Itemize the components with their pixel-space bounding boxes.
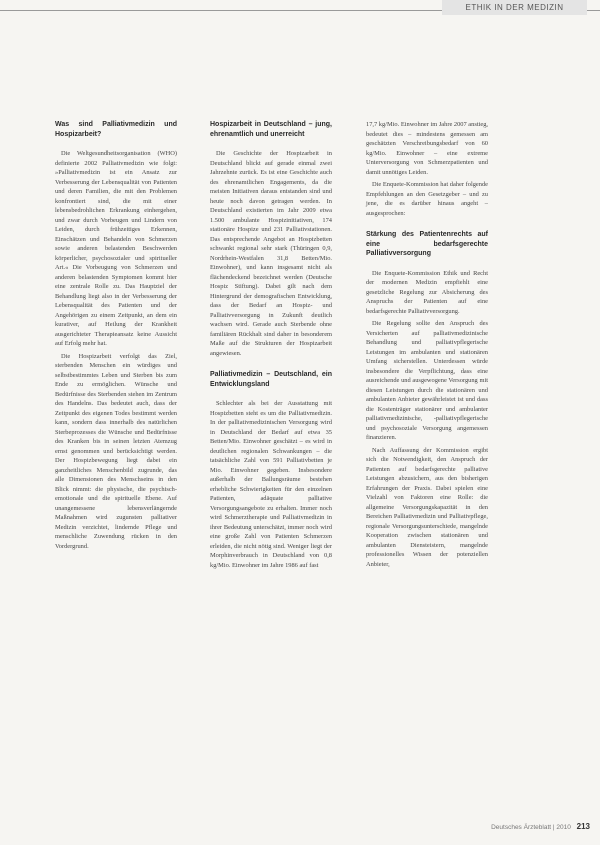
paragraph: Nach Auffassung der Kommission ergibt sich die Notwendigkeit, den Anspruch der Patienten auf bedarfsgerechte palliative Leistungen abzusichern, aus den bisherigen Erfahrungen der Praxis. Dabei spielen eine Vielzahl von Faktoren eine Rolle: die allgemeine Versorgungskapazität in den Bereichen Palliativmedizin und Palliativpflege, regionale Versorgungsunterschiede, mangelnde Kooperation zwischen stationären und ambulanten Diensteistern, mangelnde professionelles Wissen der potenziellen Anbieter, (366, 446, 488, 568)
text-column-1 (55, 120, 177, 554)
paragraph: Die Hospizarbeit verfolgt das Ziel, sterbenden Menschen ein würdiges und selbstbestimmtes Leben und Sterben bis zum Ende zu ermöglichen. Wünsche und Bedürfnisse des Sterbenden stehen im Zentrum des Handelns. Das bedeutet auch, dass der Zeitpunkt des eigenen Todes bestimmt werden kann, sondern dass innerhalb des natürlichen Sterbeprozesses die Wünsche und Bedürfnisse des Kranken bis in seinen letzten Atemzug ernst genommen und berücksichtigt werden. Der Hospizbewegung liegt dabei ein ganzheitliches Menschenbild zugrunde, das alle Dimensionen des Menschseins in den Blick nimmt: die physische, die psychisch-emotionale und die spirituelle Ebene. Auf unangemessene lebensverlängernde Maßnahmen wird zugunsten palliativer Medizin verzichtet, lindernde Pflege und menschliche Zuwendung rücken in den Vordergrund. (55, 352, 177, 550)
section-heading: Hospizarbeit in Deutschland – jung, ehrenamtlich und unerreicht (210, 121, 332, 138)
section-header: ETHIK IN DER MEDIZIN (442, 0, 587, 15)
paragraph: Die Enquete-Kommission hat daher folgende Empfehlungen an den Gesetzgeber – und zu jene, die es darüber hinaus angeht – ausgesprochen: (366, 181, 488, 217)
journal-name: Deutsches Ärzteblatt | 2010 (491, 824, 571, 831)
paragraph: Die Geschichte der Hospizarbeit in Deutschland blickt auf gerade einmal zwei Jahrzehnte zurück. Es ist eine Geschichte auch des ehrenamtlichen Engagements, da die meisten Initiativen daraus entstanden sind und heute noch davon getragen werden. In Deutschland existierten im Jahr 2009 etwa 1.500 ambulante Hospizinitiativen, 174 stationäre Hospize und 231 Palliativstationen. Das entsprechende Angebot an Hospizbetten schwankt regional sehr stark (Thüringen 0,9, Nordrhein-Westfalen 31,8 Betten/Mio. Einwohner), und kann insgesamt nicht als flächendeckend bezeichnet werden (Deutsche Hospiz Stiftung). Dabei gilt nach dem Hintergrund der demografischen Entwicklung, dass der Bedarf an Hospiz- und Palliativversorgung in Zukunft deutlich wachsen wird. Gerade auch Sterbende ohne familiären Rückhalt sind daher in besonderem Maße auf die Strukturen der Hospizarbeit angewiesen. (210, 150, 332, 357)
section-heading: Stärkung des Patientenrechts auf eine bedarfsgerechte Palliativversorgung (366, 231, 488, 257)
paragraph: Die Regelung sollte den Anspruch des Versicherten auf palliativmedizinische Behandlung und palliativpflegerische Leistungen im ambulanten und stationären Umfang sicherstellen. Unterdessen würde insbesondere die Verpflichtung, dass eine ausreichende und ausgewogene Versorgung mit diesen Leistungen durch die stationären und ambulanten Anbieter gewährleistet ist und dass die Kostenträger stationärer und ambulanter palliativmedizinische, -palliativpflegerische und psychosoziale Versorgung angemessen finanzieren. (366, 320, 488, 441)
text-column-2 (210, 120, 332, 573)
section-heading: Was sind Palliativmedizin und Hospizarbeit? (55, 121, 177, 138)
page-footer (390, 822, 590, 834)
paragraph: Schlechter als bei der Ausstattung mit Hospizbetten steht es um die Palliativmedizin. In der palliativmedizinischen Versorgung wird in Deutschland der Bedarf auf etwa 35 Betten/Mio. Einwohner geschätzt – es wird in deutlichen regionalen Schwankungen – die tatsächliche Zahl von 591 Palliativbetten je Mio. Einwohner gegeben. Insbesondere außerhalb der Ballungsräume bestehen erhebliche Schwierigkeiten für den einzelnen Patienten, adäquate palliative Versorgungsangebote zu erhalten. Immer noch wird Schmerztherapie und Palliativmedizin in ihrer Bedeutung unterschätzt, immer noch wird eine große Zahl von Patienten Schmerzen erleiden, die nicht nötig sind. Weniger liegt der Morphinverbrauch in Deutschland von 0,8 kg/Mio. Einwohner im Jahre 1986 auf fast (210, 400, 332, 569)
section-heading: Palliativmedizin – Deutschland, ein Entwicklungsland (210, 371, 332, 388)
paragraph: Die Enquete-Kommission Ethik und Recht der modernen Medizin empfiehlt eine gesetzliche Regelung zur Absicherung des Anspruchs der Patienten auf eine bedarfsgerechte Palliativversorgung. (366, 269, 488, 315)
paragraph: 17,7 kg/Mio. Einwohner im Jahre 2007 anstieg, bedeutet dies – mindestens gemessen am geschätzten Verschreibungsbedarf von 60 kg/Mio. Einwohner – eine extreme Unterversorgung von Schmerzpatienten und damit unnötiges Leiden. (366, 121, 488, 176)
page-number: 213 (576, 822, 590, 831)
text-column-3 (366, 120, 488, 572)
paragraph: Die Weltgesundheitsorganisation (WHO) definierte 2002 Palliativmedizin wie folgt: »Palliativmedizin ist ein Ansatz zur Verbesserung der Lebensqualität von Patienten und deren Familien, die mit den Problemen konfrontiert sind, die mit einer lebensbedrohlichen Erkrankung einhergehen, und zwar durch Vorbeugen und Lindern von Leiden, durch frühzeitiges Erkennen, Einschätzen und Behandeln von Schmerzen sowie anderen belastenden Beschwerden körperlicher, psychosozialer und spiritueller Art.« Die Vorbeugung von Schmerzen und anderen belastenden Symptomen kommt hier eine zentrale Rolle zu. Das Hauptziel der Behandlung liegt also in der Verbesserung der Lebensqualität des Patienten und der Angehörigen zu einem Zeitpunkt, an dem ein kurativer, auf Heilung der Krankheit ausgerichteter Therapieansatz keine Aussicht auf Erfolg mehr hat. (55, 150, 177, 347)
